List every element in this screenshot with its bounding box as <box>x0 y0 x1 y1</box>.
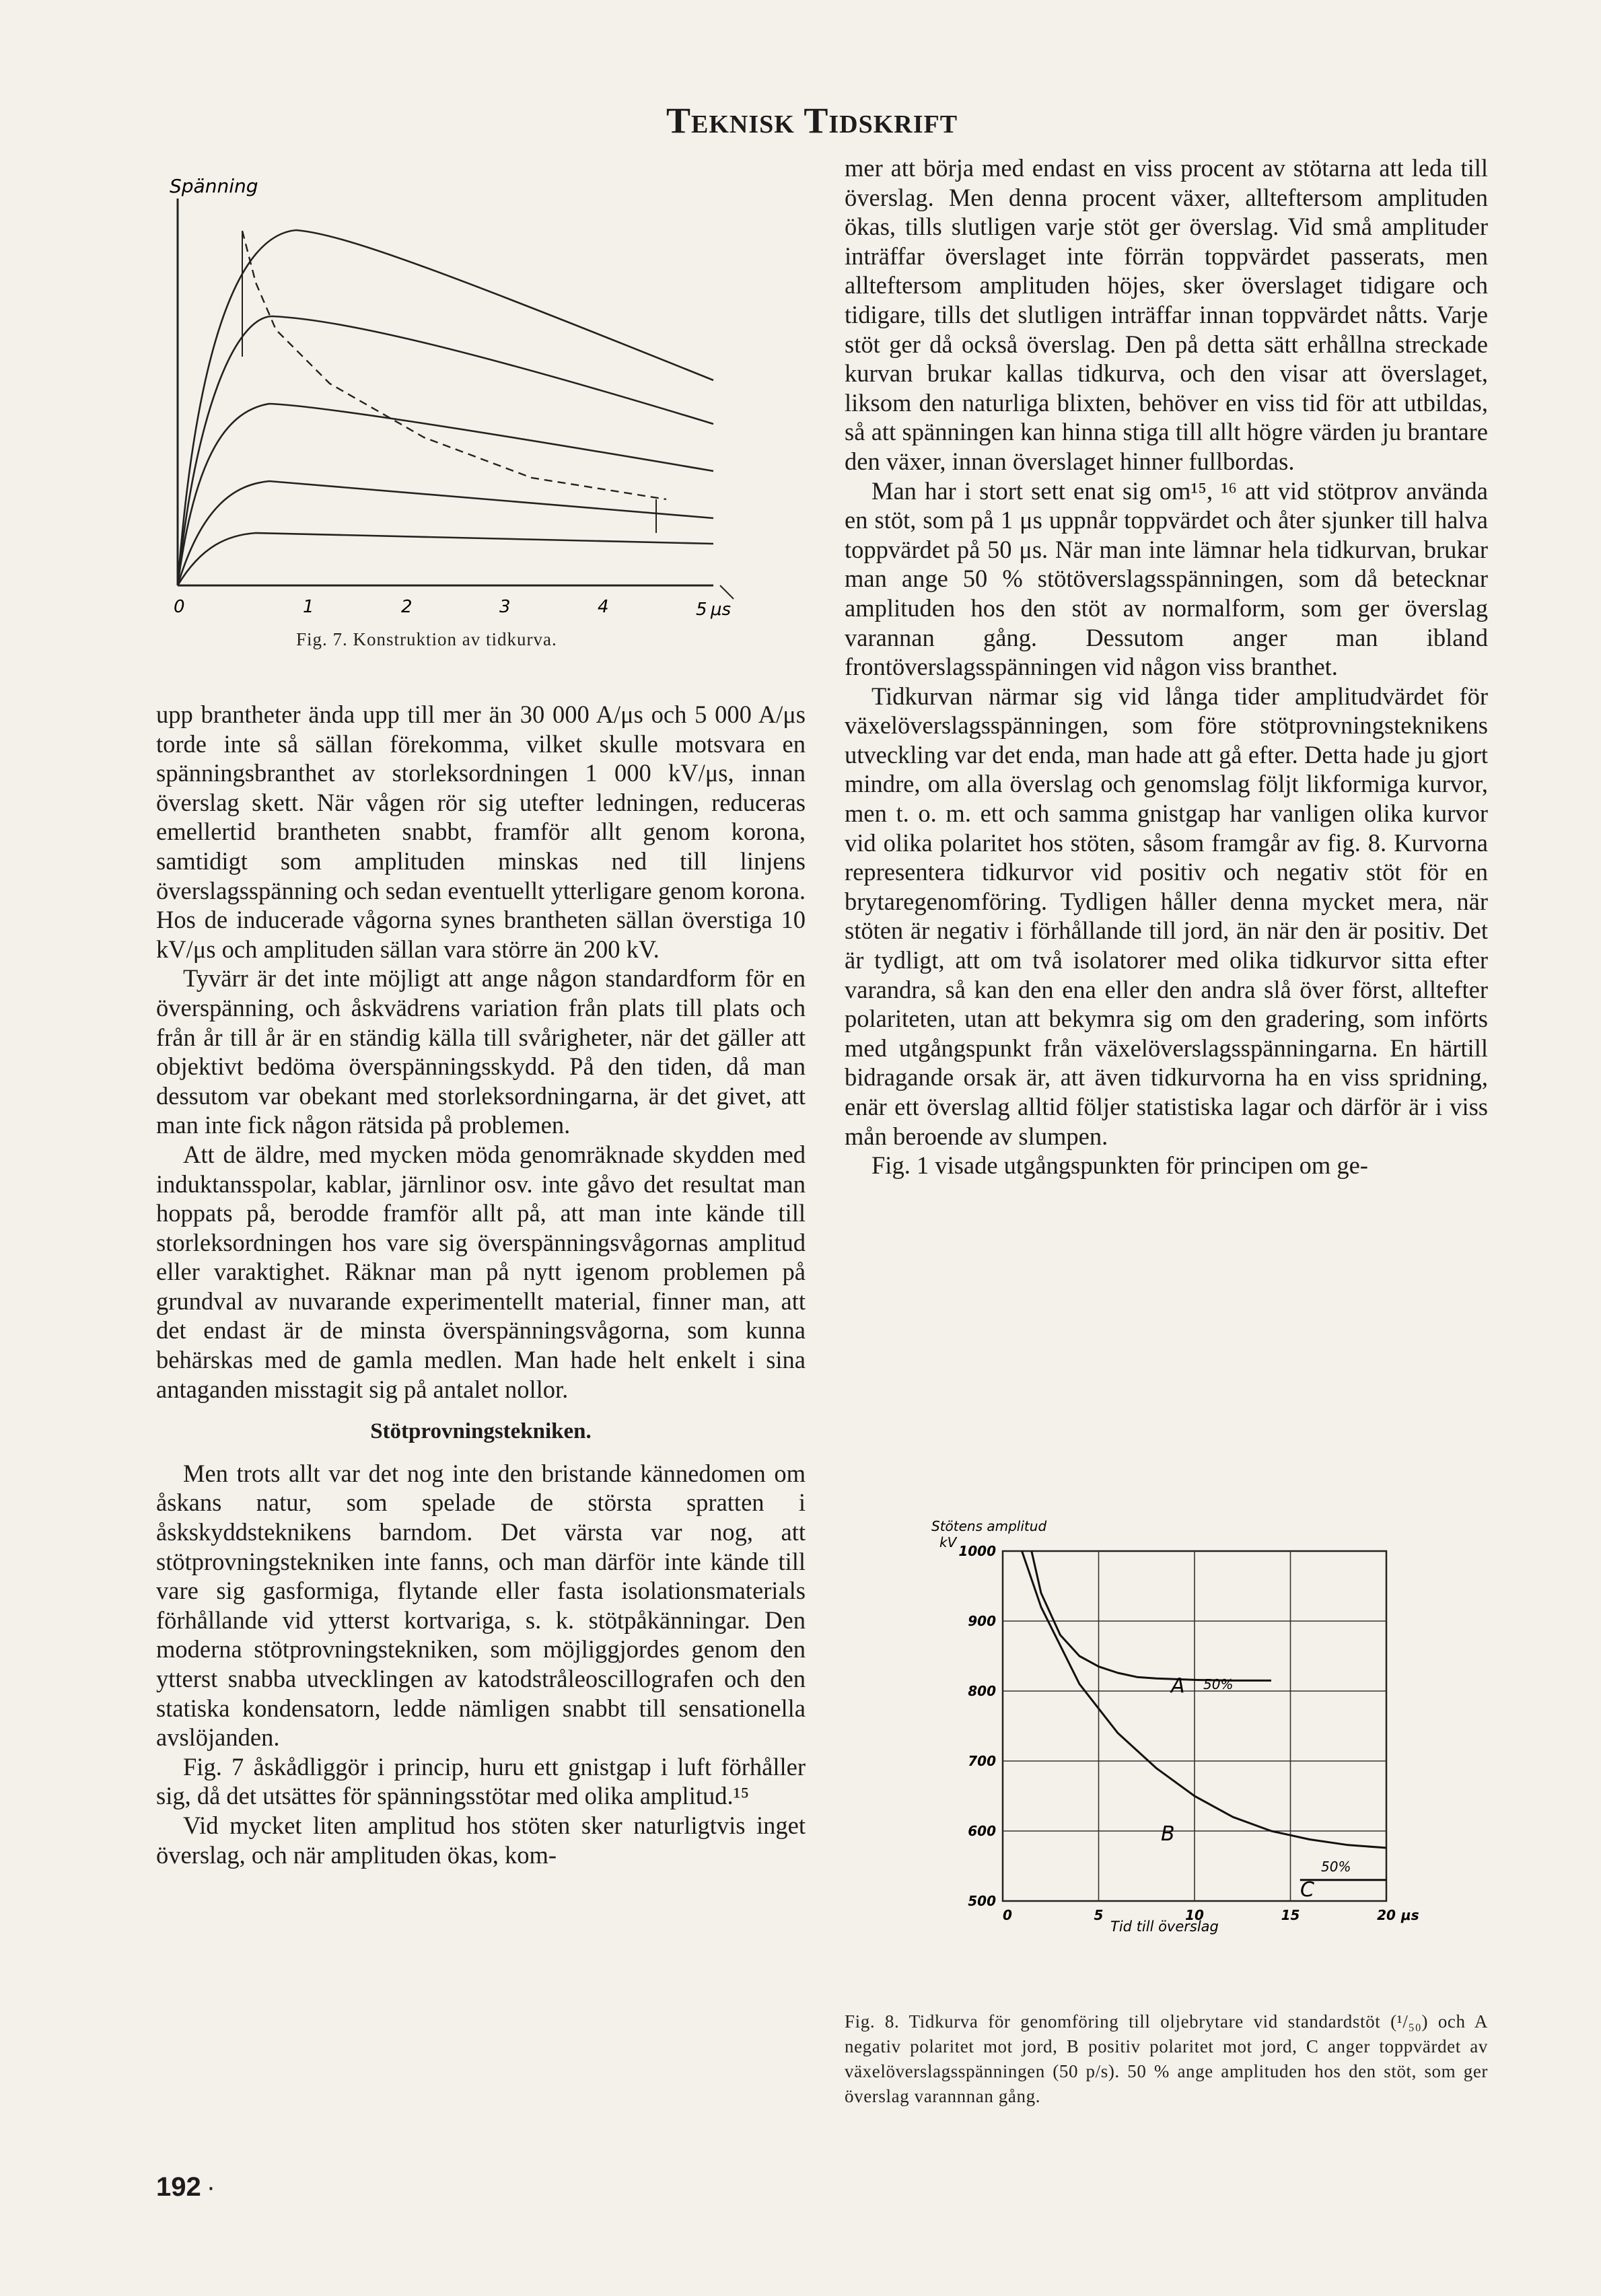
right-column <box>845 153 1488 1180</box>
fig8-ytick: 600 <box>968 1823 996 1839</box>
page-number: 192 · <box>156 2172 216 2202</box>
fig8-yunit: kV <box>939 1534 957 1550</box>
fig8-chart <box>922 1511 1419 1941</box>
left-column <box>156 700 806 1869</box>
left-paragraph-5: Fig. 7 åskådliggör i princip, huru ett gnistgap i luft förhåller sig, då det utsättes för spänningsstötar med olika amplitud.¹⁵ <box>156 1752 806 1810</box>
fig8-ytick: 700 <box>968 1753 996 1769</box>
fig7-ylabel: Spänning <box>170 175 258 197</box>
fig8-xtick: 5 <box>1094 1907 1104 1923</box>
fig7-tick-1: 1 <box>303 597 314 617</box>
fig7-diagram <box>155 155 774 626</box>
right-paragraph-4: Fig. 1 visade utgångspunkten för principen om ge- <box>871 1151 1368 1180</box>
fig8-ytick: 900 <box>968 1613 996 1629</box>
fig8-label-c: C <box>1300 1878 1314 1902</box>
left-paragraph-3: Att de äldre, med mycken möda genomräknade skydden med induktansspolar, kablar, järnlinor osv. inte gåvo det resultat man hoppats på, berodde framför allt på, att man inte kände till storleksordningen hos vare sig överspänningsvågornas amplitud eller varaktighet. Räknar man på nytt igenom problemen på grundval av nuvarande experimentellt material, finner man, att det endast är de minsta överspänningsvågorna, som kunna behärskas med de gamla medlen. Man hade helt enkelt i sina antaganden misstagit sig på antalet nollor. <box>156 1140 806 1403</box>
left-paragraph-2: Tyvärr är det inte möjligt att ange någon standardform för en överspänning, och åskvädrens variation från plats till plats och från år till år är en ständig källa till svårigheter, när det gäller att objektivt bedöma överspänningsskydd. På den tiden, då man dessutom var obekant med storleksordningarna, är det givet, att man inte fick någon rätsida på problemen. <box>156 964 806 1139</box>
fig8-ytick: 800 <box>968 1683 996 1699</box>
fig8-xunit: μs <box>1401 1907 1419 1923</box>
fig8-ylabel: Stötens amplitud <box>931 1518 1047 1534</box>
fig8-xtick: 15 <box>1281 1907 1300 1923</box>
right-paragraph-2: Man har i stort sett enat sig om¹⁵, ¹⁶ att vid stötprov använda en stöt, som på 1 μs uppnår toppvärdet och åter sjunker till halva toppvärdet på 50 μs. När man inte lämnar hela tidkurvan, brukar man ange 50 % stötöverslagsspänningen, som då betecknar amplituden hos den stöt av normalform, som ger överslag varannan gång. Dessutom anger man ibland frontöverslagsspänningen vid någon viss branthet. <box>845 476 1488 681</box>
fig8-ytick: 500 <box>968 1893 996 1909</box>
fig8-pct-a: 50% <box>1203 1676 1234 1692</box>
left-paragraph-6: Vid mycket liten amplitud hos stöten sker naturligtvis inget överslag, och när amplituden ökas, kom- <box>156 1811 806 1869</box>
fig7-tick-5: 5 <box>696 600 707 620</box>
fig8-ytick: 1000 <box>958 1543 996 1559</box>
left-paragraph-1: upp brantheter ända upp till mer än 30 000 A/μs och 5 000 A/μs torde inte så sällan förekomma, vilket skulle motsvara en spänningsbranthet av storleksordningen 1 000 kV/μs, innan överslag skett. När vågen rör sig utefter ledningen, reduceras emellertid brantheten snabbt, framför allt genom korona, samtidigt som amplituden minskas ned till linjens överslagsspänning och sedan eventuellt ytterligare genom korona. Hos de inducerade vågorna synes brantheten sällan överstiga 10 kV/μs och amplituden sällan vara större än 200 kV. <box>156 701 806 963</box>
fig8-xtick: 20 <box>1377 1907 1396 1923</box>
fig7-x-ticks <box>174 597 731 620</box>
fig8-xlabel: Tid till överslag <box>1110 1918 1219 1935</box>
fig8-xtick: 10 <box>1185 1907 1204 1923</box>
fig7-tick-0: 0 <box>174 597 185 617</box>
right-paragraph-1: mer att börja med endast en viss procent av stötarna att leda till överslag. Men denna procent växer, allteftersom amplituden ökas, tills slutligen varje stöt ger överslag. Vid små amplituder inträffar överslaget inte förrän toppvärdet passerats, men allteftersom amplituden höjes, sker överslaget tidigare och tidigare, tills det slutligen inträffar innan toppvärdet nåtts. Varje stöt ger då också överslag. Den på detta sätt erhållna streckade kurvan brukar kallas tidkurva, och den visar att överslaget, liksom den naturliga blixten, behöver en viss tid för att utbildas, så att spänningen kan hinna stiga till allt högre värden ju brantare den växer, innan överslaget hinner fullbordas. <box>845 154 1488 475</box>
left-paragraph-4: Men trots allt var det nog inte den bristande kännedomen om åskans natur, som spelade de största spratten i åskskyddsteknikens barndom. Det värsta var nog, att stötprovningstekniken inte fanns, och man därför inte kände till vare sig gasformiga, flytande eller fasta isolationsmaterials förhållande vid ytterst kortvariga, s. k. stötpåkänningar. Den moderna stötprovningstekniken, som möjliggjordes genom den ytterst snabba utvecklingen av katodstråleoscillografen och den statiska kondensatorn, ledde nämligen snabbt till sensationella avslöjanden. <box>156 1459 806 1752</box>
fig7-caption: Fig. 7. Konstruktion av tidkurva. <box>296 629 557 649</box>
fig7-dashed-curve <box>242 231 666 499</box>
fig7-tick-3: 3 <box>499 597 511 617</box>
fig7-unit: μs <box>711 600 732 620</box>
fig7-curves <box>178 230 713 585</box>
fig8-caption: Fig. 8. Tidkurva för genomföring till oljebrytare vid standardstöt (¹/₅₀) och A negativ polaritet mot jord, B positiv polaritet mot jord, C anger toppvärdet av växelöverslagsspänningen (50 p/s). 50 % ange amplituden hos den stöt, som ger överslag varannnan gång. <box>845 2011 1488 2106</box>
fig8-xtick: 0 <box>1003 1907 1012 1923</box>
journal-header: Teknisk Tidskrift <box>666 100 958 141</box>
fig8-series-B <box>1022 1551 1387 1848</box>
fig7-tick-4: 4 <box>598 597 609 617</box>
fig7-tick-2: 2 <box>401 597 413 617</box>
right-paragraph-3: Tidkurvan närmar sig vid långa tider amplitudvärdet för växelöverslagsspänningen, som före stötprovningsteknikens utveckling var det enda, man hade att gå efter. Detta hade ju gjort mindre, om alla överslag och genomslag följt likformiga kurvor, men t. o. m. ett och samma gnistgap har vanligen olika kurvor vid olika polaritet hos stöten, såsom framgår av fig. 8. Kurvorna representera tidkurvor vid positiv och negativ stöt för en brytaregenomföring. Tydligen håller denna mycket mera, när stöten är negativ i förhållande till jord, än när den är positiv. Det är tydligt, att om två isolatorer med olika tidkurvor sitta efter varandra, så kan den ena eller den andra slå över först, alltefter polariteten, utan att bekymra sig om den gradering, som införts med utgångspunkt från växelöverslagsspänningarna. En härtill bidragande orsak är, att även tidkurvorna ha en viss spridning, enär ett överslag alltid följer statistiska lagar och därför är i viss mån beroende av slumpen. <box>845 682 1488 1150</box>
fig8-label-b: B <box>1161 1822 1175 1846</box>
fig8-pct-b: 50% <box>1321 1859 1351 1875</box>
fig8-label-a: A <box>1171 1674 1185 1698</box>
section-heading: Stötprovningstekniken. <box>370 1419 592 1444</box>
